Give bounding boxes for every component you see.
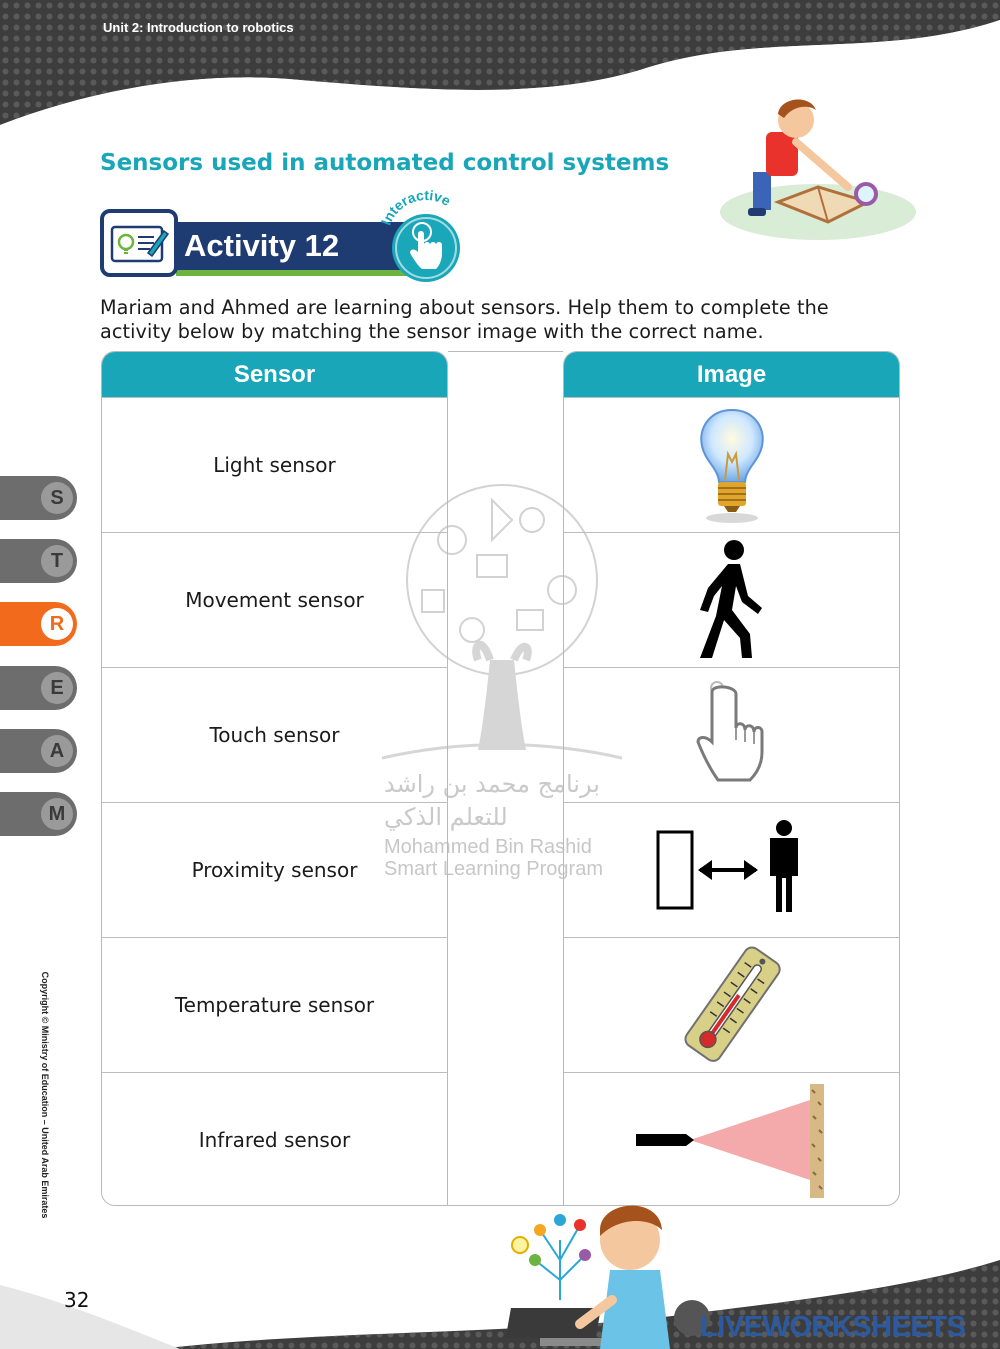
sensor-label: Proximity sensor bbox=[191, 858, 358, 882]
image-row[interactable] bbox=[564, 532, 899, 667]
tab-t[interactable] bbox=[0, 539, 77, 583]
tab-e[interactable] bbox=[0, 666, 77, 710]
pointing-hand-icon bbox=[692, 680, 772, 790]
watermark-english-line2: Smart Learning Program bbox=[384, 858, 603, 880]
image-row[interactable] bbox=[564, 1072, 899, 1206]
watermark-english-line1: Mohammed Bin Rashid bbox=[384, 836, 592, 858]
watermark-arabic-line1: برنامج محمد بن راشد bbox=[384, 770, 600, 798]
sensor-label: Movement sensor bbox=[185, 588, 364, 612]
lightbulb-notebook-icon bbox=[104, 213, 174, 273]
proximity-door-person-icon bbox=[652, 820, 812, 920]
sensor-row[interactable] bbox=[102, 397, 447, 532]
sensor-row[interactable] bbox=[102, 937, 447, 1072]
image-column-header: Image bbox=[564, 352, 899, 397]
tab-m[interactable] bbox=[0, 792, 77, 836]
tab-a-letter: A bbox=[41, 735, 73, 767]
sensor-label: Touch sensor bbox=[209, 723, 340, 747]
infrared-beam-icon bbox=[632, 1080, 832, 1200]
tab-a[interactable] bbox=[0, 729, 77, 773]
activity-title: Activity 12 bbox=[184, 228, 340, 263]
watermark-arabic-line2: للتعلم الذكي bbox=[384, 803, 508, 831]
walking-person-icon bbox=[692, 538, 772, 662]
section-title: Sensors used in automated control systems bbox=[100, 150, 670, 176]
matching-gap-column bbox=[448, 351, 563, 1206]
sensor-row[interactable] bbox=[102, 667, 447, 802]
tab-e-letter: E bbox=[41, 672, 73, 704]
stream-tabs bbox=[0, 476, 80, 846]
light-bulb-icon bbox=[692, 406, 772, 524]
sensor-column-header: Sensor bbox=[102, 352, 447, 397]
tab-s-letter: S bbox=[41, 482, 73, 514]
image-row[interactable] bbox=[564, 667, 899, 802]
page-number: 32 bbox=[64, 1288, 90, 1312]
sensor-row[interactable] bbox=[102, 802, 447, 937]
sensor-label: Temperature sensor bbox=[174, 993, 375, 1017]
activity-icon bbox=[100, 209, 178, 277]
sensor-row[interactable] bbox=[102, 1072, 447, 1206]
instructions-text: Mariam and Ahmed are learning about sensors. Help them to complete the activity below by matching the sensor image with the correct name. bbox=[100, 296, 829, 343]
thermometer-icon bbox=[672, 943, 792, 1067]
copyright-text: Copyright © Ministry of Education – United Arab Emirates bbox=[40, 971, 50, 1219]
tab-r-letter: R bbox=[41, 608, 73, 640]
boy-laptop-illustration bbox=[500, 1200, 710, 1349]
tab-t-letter: T bbox=[41, 545, 73, 577]
tab-s[interactable] bbox=[0, 476, 77, 520]
image-row[interactable] bbox=[564, 937, 899, 1072]
image-row[interactable] bbox=[564, 802, 899, 937]
sensor-table bbox=[101, 351, 448, 1206]
sensor-label: Light sensor bbox=[213, 453, 336, 477]
liveworksheets-logo[interactable]: LIVEWORKSHEETS bbox=[700, 1311, 966, 1343]
sensor-label: Infrared sensor bbox=[198, 1128, 351, 1152]
tab-m-letter: M bbox=[41, 798, 73, 830]
image-table bbox=[563, 351, 900, 1206]
interactive-badge[interactable] bbox=[376, 190, 476, 286]
boy-reading-illustration bbox=[718, 92, 918, 252]
interactive-label: Interactive bbox=[377, 190, 454, 228]
unit-label: Unit 2: Introduction to robotics bbox=[103, 20, 294, 35]
sensor-row[interactable] bbox=[102, 532, 447, 667]
image-row[interactable] bbox=[564, 397, 899, 532]
tab-r[interactable] bbox=[0, 602, 77, 646]
